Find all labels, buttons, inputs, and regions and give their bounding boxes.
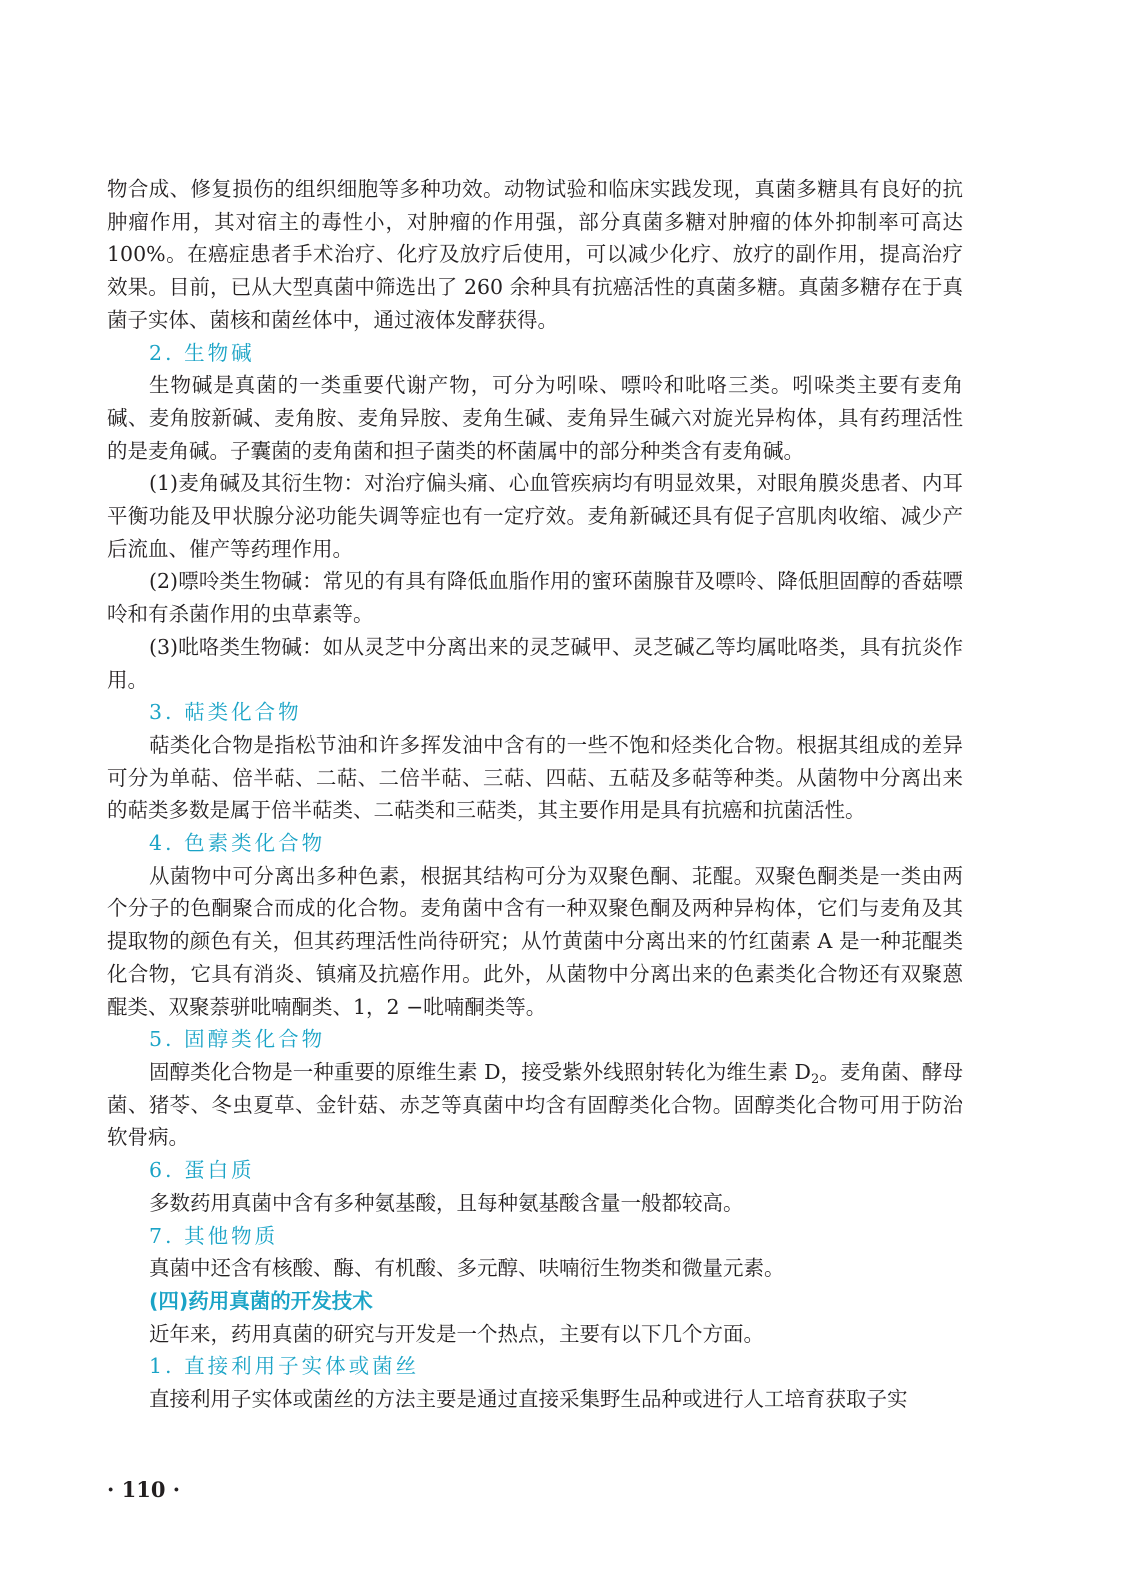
heading-other: 7. 其他物质 bbox=[149, 1223, 279, 1248]
sterol-text-a: 固醇类化合物是一种重要的原维生素 D，接受紫外线照射转化为维生素 D bbox=[149, 1059, 811, 1084]
heading-sterol: 5. 固醇类化合物 bbox=[149, 1027, 326, 1052]
heading-pigment: 4. 色素类化合物 bbox=[149, 831, 326, 856]
heading-protein: 6. 蛋白质 bbox=[149, 1158, 255, 1183]
page-number: · 110 · bbox=[107, 1477, 181, 1502]
heading-terpene: 3. 萜类化合物 bbox=[149, 700, 302, 725]
paragraph-alkaloid: 生物碱是真菌的一类重要代谢产物，可分为吲哚、嘌呤和吡咯三类。吲哚类主要有麦角碱、麦角胺新碱、麦角胺、麦角异胺、麦角生碱、麦角异生碱六对旋光异构体，具有药理活性的是麦角碱。子囊菌的麦角菌和担子菌类的杯菌属中的部分种类含有麦角碱。 bbox=[107, 373, 963, 463]
sterol-text-b: 。麦角菌、酵母菌、猪苓、冬虫夏草、金针菇、赤芝等真菌中均含有固醇类化合物。固醇类化合物可用于防治软骨病。 bbox=[107, 1059, 964, 1150]
paragraph-pigment: 从菌物中可分离出多种色素，根据其结构可分为双聚色酮、苝醌。双聚色酮类是一类由两个分子的色酮聚合而成的化合物。麦角菌中含有一种双聚色酮及两种异构体，它们与麦角及其提取物的颜色有关，但其药理活性尚待研究；从竹黄菌中分离出来的竹红菌素 A 是一种苝醌类化合物，它具有消炎、镇痛及抗癌作用。此外，从菌物中分离出来的色素类化合物还有双聚蒽醌类、双聚萘骈吡喃酮类、1，2 −吡喃酮类等。 bbox=[107, 863, 963, 1019]
paragraph-protein: 多数药用真菌中含有多种氨基酸，且每种氨基酸含量一般都较高。 bbox=[149, 1190, 744, 1215]
paragraph-development: 近年来，药用真菌的研究与开发是一个热点，主要有以下几个方面。 bbox=[149, 1321, 764, 1346]
paragraph-sterol bbox=[107, 1056, 963, 1154]
page-body bbox=[107, 173, 963, 1416]
heading-development: (四)药用真菌的开发技术 bbox=[149, 1288, 373, 1313]
paragraph-other: 真菌中还含有核酸、酶、有机酸、多元醇、呋喃衍生物类和微量元素。 bbox=[149, 1256, 785, 1281]
paragraph-alkaloid-item-2: (2)嘌呤类生物碱：常见的有具有降低血脂作用的蜜环菌腺苷及嘌呤、降低胆固醇的香菇嘌呤和有杀菌作用的虫草素等。 bbox=[107, 569, 963, 627]
sterol-subscript: 2 bbox=[811, 1071, 820, 1087]
paragraph-direct-use: 直接利用子实体或菌丝的方法主要是通过直接采集野生品种或进行人工培育获取子实 bbox=[149, 1387, 908, 1412]
heading-direct-use: 1. 直接利用子实体或菌丝 bbox=[149, 1354, 420, 1379]
paragraph-polysaccharide-cont: 物合成、修复损伤的组织细胞等多种功效。动物试验和临床实践发现，真菌多糖具有良好的抗肿瘤作用，其对宿主的毒性小，对肿瘤的作用强，部分真菌多糖对肿瘤的体外抑制率可高达 100%。在癌症患者手术治疗、化疗及放疗后使用，可以减少化疗、放疗的副作用，提高治疗效果。目前，已从大型真菌中筛选出了 260 余种具有抗癌活性的真菌多糖。真菌多糖存在于真菌子实体、菌核和菌丝体中，通过液体发酵获得。 bbox=[107, 177, 963, 332]
heading-alkaloid: 2. 生物碱 bbox=[149, 340, 255, 365]
paragraph-alkaloid-item-3: (3)吡咯类生物碱：如从灵芝中分离出来的灵芝碱甲、灵芝碱乙等均属吡咯类，具有抗炎作用。 bbox=[107, 634, 963, 692]
paragraph-alkaloid-item-1: (1)麦角碱及其衍生物：对治疗偏头痛、心血管疾病均有明显效果，对眼角膜炎患者、内耳平衡功能及甲状腺分泌功能失调等症也有一定疗效。麦角新碱还具有促子宫肌肉收缩、减少产后流血、催产等药理作用。 bbox=[107, 471, 963, 561]
paragraph-terpene: 萜类化合物是指松节油和许多挥发油中含有的一些不饱和烃类化合物。根据其组成的差异可分为单萜、倍半萜、二萜、二倍半萜、三萜、四萜、五萜及多萜等种类。从菌物中分离出来的萜类多数是属于倍半萜类、二萜类和三萜类，其主要作用是具有抗癌和抗菌活性。 bbox=[107, 732, 963, 823]
